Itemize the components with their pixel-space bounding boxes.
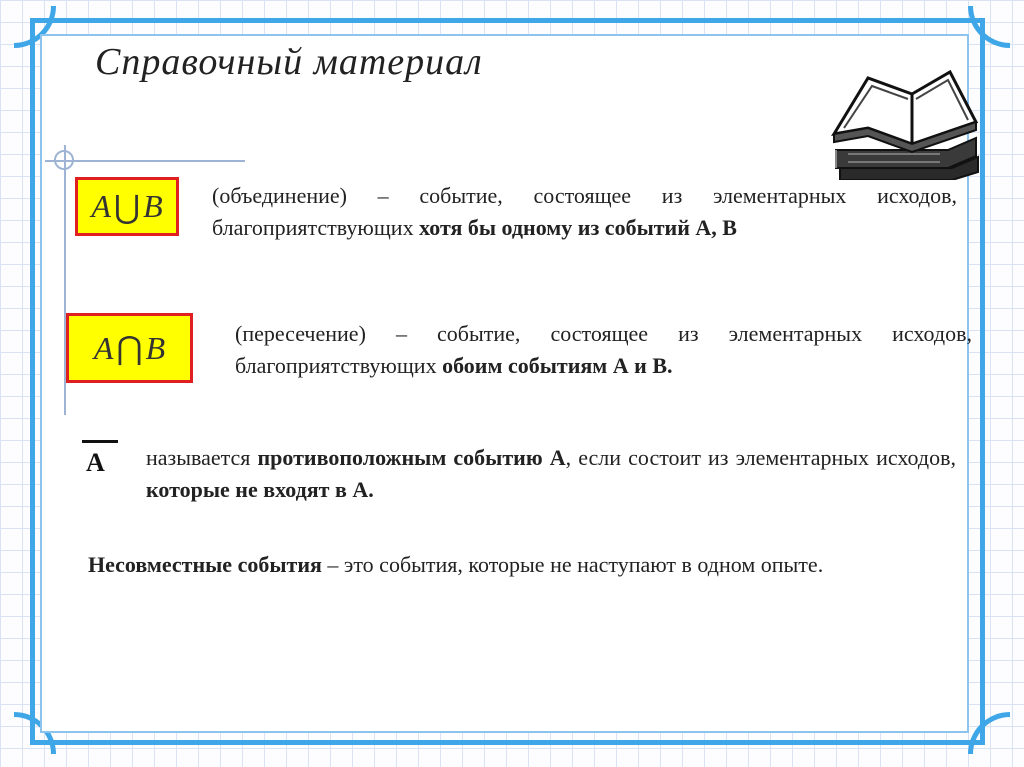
union-text: (объединение) – событие, состоящее из элементарных исходов, благоприятствующих [212, 183, 957, 240]
page-title: Справочный материал [95, 41, 483, 83]
incompatible-term: Несовместные события [88, 552, 322, 577]
opposite-event-symbol: А [86, 448, 105, 477]
intersection-text-bold: обоим событиям А и В. [442, 353, 673, 378]
union-formula [75, 177, 179, 236]
incompatible-definition [88, 548, 968, 582]
overline-bar [82, 440, 118, 443]
intersection-formula [66, 313, 193, 383]
opposite-text-2: , если состоит из элементарных исходов, [565, 445, 956, 470]
guide-line-horizontal [45, 160, 245, 162]
intersection-symbol: ⋂ [116, 330, 143, 366]
intersection-definition [235, 318, 972, 382]
opposite-definition [146, 442, 956, 506]
union-symbol: ⋃ [113, 188, 141, 225]
opposite-text-bold-1: противоположным событию А [257, 445, 566, 470]
formula-right-operand: B [145, 329, 166, 366]
incompatible-text: – это события, которые не наступают в одном опыте. [321, 552, 824, 577]
open-book-icon [828, 68, 980, 180]
formula-right-operand: B [143, 188, 163, 224]
guide-circle [54, 150, 74, 170]
intersection-text: (пересечение) – событие, состоящее из элементарных исходов, благоприятствующих [235, 321, 972, 378]
opposite-text-bold-2: которые не входят в А. [146, 477, 374, 502]
opposite-text-1: называется [146, 445, 258, 470]
formula-left-operand: A [91, 188, 111, 224]
union-definition [212, 180, 957, 244]
formula-left-operand: A [93, 329, 114, 366]
union-text-bold: хотя бы одному из событий А, В [419, 215, 737, 240]
